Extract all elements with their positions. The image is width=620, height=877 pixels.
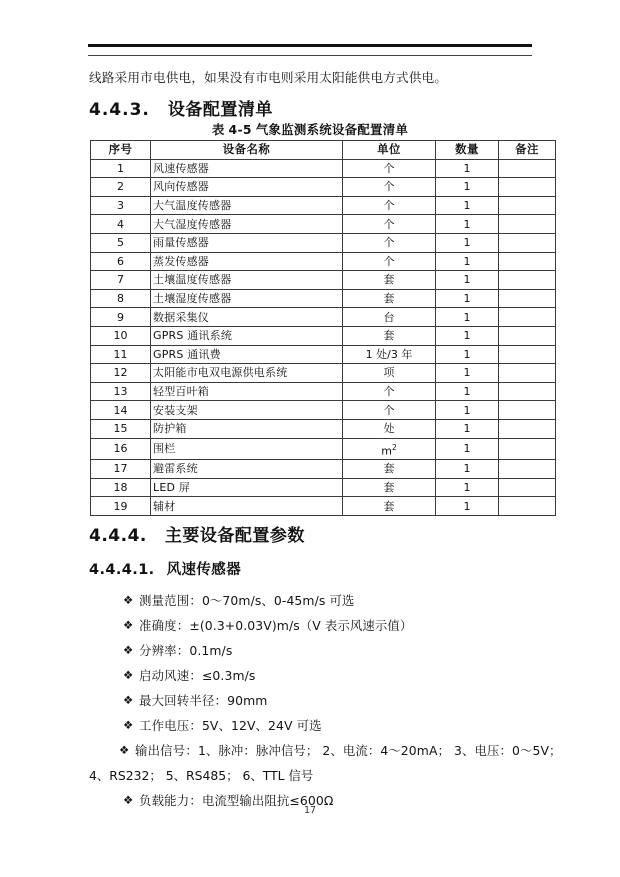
cell-quantity: 1 [436,326,499,345]
cell-unit: 套 [343,460,436,479]
cell-remark [499,401,556,420]
cell-quantity: 1 [436,233,499,252]
cell-remark [499,215,556,234]
cell-index: 1 [91,159,151,178]
cell-remark [499,364,556,383]
caption-prefix: 表 [211,122,225,137]
spec-label: 启动风速： [139,668,202,683]
header-rule-thick [88,44,532,47]
table-row [91,233,556,252]
cell-index: 17 [91,460,151,479]
cell-quantity: 1 [436,308,499,327]
section-heading-wind-speed-sensor [89,558,241,579]
cell-unit: 个 [343,178,436,197]
table-row [91,364,556,383]
cell-unit: 1 处/3 年 [343,345,436,364]
section-title: 设备配置清单 [167,100,273,120]
equipment-configuration-table [90,140,556,516]
spec-label: 输出信号： [135,743,198,758]
cell-remark [499,438,556,460]
table-row [91,345,556,364]
cell-unit: 套 [343,271,436,290]
cell-index: 13 [91,382,151,401]
cell-index: 15 [91,419,151,438]
cell-name: 大气湿度传感器 [151,215,343,234]
diamond-bullet-icon: ❖ [123,643,134,657]
cell-remark [499,289,556,308]
diamond-bullet-icon: ❖ [119,743,130,757]
cell-index: 12 [91,364,151,383]
cell-name: 土壤湿度传感器 [151,289,343,308]
spec-value: ±(0.3+0.03V)m/s（V 表示风速示值） [189,618,413,633]
section-heading-equipment-list [89,95,273,120]
cell-index: 19 [91,497,151,516]
diamond-bullet-icon: ❖ [123,693,134,707]
cell-quantity: 1 [436,438,499,460]
cell-name: 蒸发传感器 [151,252,343,271]
cell-remark [499,252,556,271]
spec-item [89,588,539,613]
table-row [91,215,556,234]
spec-label: 最大回转半径： [139,693,228,708]
cell-name: 太阳能市电双电源供电系统 [151,364,343,383]
cell-quantity: 1 [436,401,499,420]
spec-value: 90mm [227,693,268,708]
column-header-remark: 备注 [499,141,556,160]
section-number: 4.4.4. [89,526,147,546]
cell-name: 轻型百叶箱 [151,382,343,401]
cell-quantity: 1 [436,215,499,234]
spec-value: ≤0.3m/s [201,668,256,683]
cell-index: 10 [91,326,151,345]
cell-unit: $m^2$ [343,438,436,460]
cell-name: 数据采集仪 [151,308,343,327]
table-row [91,326,556,345]
spec-item [89,663,539,688]
cell-remark [499,233,556,252]
cell-remark [499,271,556,290]
cell-unit: 个 [343,196,436,215]
spec-value: 0.1m/s [189,643,233,658]
table-row [91,401,556,420]
table-row [91,308,556,327]
cell-name: 辅材 [151,497,343,516]
page-number: 17 [303,805,317,816]
table-row [91,178,556,197]
column-header-quantity: 数量 [436,141,499,160]
cell-unit: 个 [343,159,436,178]
cell-remark [499,460,556,479]
cell-unit: 个 [343,382,436,401]
spec-value-continuation: 4、RS232； 5、RS485； 6、TTL 信号 [89,768,314,783]
diamond-bullet-icon: ❖ [123,668,134,682]
table-row [91,159,556,178]
cell-quantity: 1 [436,196,499,215]
cell-index: 5 [91,233,151,252]
header-rule-thin [88,55,532,56]
column-header-unit: 单位 [343,141,436,160]
cell-name: 风速传感器 [151,159,343,178]
cell-name: 避雷系统 [151,460,343,479]
section-title: 主要设备配置参数 [164,526,305,546]
cell-remark [499,159,556,178]
cell-remark [499,419,556,438]
cell-name: 防护箱 [151,419,343,438]
table-row [91,196,556,215]
superscript-two: 2 [391,442,397,452]
cell-name: 风向传感器 [151,178,343,197]
cell-name: GPRS 通讯系统 [151,326,343,345]
table-caption [88,120,532,138]
cell-quantity: 1 [436,497,499,516]
table-row [91,460,556,479]
spec-value: 电流型输出阻抗≤600Ω [201,793,334,808]
cell-name: 围栏 [151,438,343,460]
section-number: 4.4.3. [89,100,150,120]
cell-unit: 项 [343,364,436,383]
cell-index: 18 [91,478,151,497]
cell-name: 雨量传感器 [151,233,343,252]
cell-unit: 套 [343,326,436,345]
spec-label: 负载能力： [139,793,202,808]
cell-index: 9 [91,308,151,327]
table-row [91,382,556,401]
spec-item [89,688,539,713]
cell-quantity: 1 [436,345,499,364]
cell-unit: 处 [343,419,436,438]
spec-item [89,638,539,663]
cell-remark [499,478,556,497]
cell-quantity: 1 [436,159,499,178]
table-row [91,252,556,271]
cell-remark [499,308,556,327]
cell-quantity: 1 [436,364,499,383]
column-header-name: 设备名称 [151,141,343,160]
table-row [91,289,556,308]
caption-number: 4-5 [228,122,252,137]
cell-unit: 套 [343,289,436,308]
spec-label: 分辨率： [139,643,190,658]
table-row [91,419,556,438]
cell-name: LED 屏 [151,478,343,497]
cell-name: 土壤温度传感器 [151,271,343,290]
cell-remark [499,345,556,364]
cell-unit: 个 [343,233,436,252]
spec-value: 1、脉冲：脉冲信号； 2、电流：4～20mA； 3、电压：0～5V； [197,743,562,758]
caption-title: 气象监测系统设备配置清单 [255,122,409,137]
cell-unit: 个 [343,401,436,420]
cell-quantity: 1 [436,382,499,401]
cell-quantity: 1 [436,289,499,308]
cell-unit: 台 [343,308,436,327]
intro-paragraph: 线路采用市电供电，如果没有市电则采用太阳能供电方式供电。 [89,70,448,85]
spec-item [89,713,539,738]
cell-quantity: 1 [436,478,499,497]
cell-remark [499,196,556,215]
section-heading-main-params [89,521,305,546]
cell-quantity: 1 [436,419,499,438]
diamond-bullet-icon: ❖ [123,618,134,632]
cell-index: 11 [91,345,151,364]
table-row [91,438,556,460]
cell-name: GPRS 通讯费 [151,345,343,364]
cell-remark [499,497,556,516]
cell-index: 8 [91,289,151,308]
table-header-row [91,141,556,160]
cell-index: 7 [91,271,151,290]
diamond-bullet-icon: ❖ [123,593,134,607]
cell-index: 16 [91,438,151,460]
diamond-bullet-icon: ❖ [123,718,134,732]
cell-index: 2 [91,178,151,197]
spec-item [89,738,562,763]
cell-index: 6 [91,252,151,271]
cell-name: 安装支架 [151,401,343,420]
wind-speed-spec-list [89,588,562,813]
spec-label: 工作电压： [139,718,202,733]
diamond-bullet-icon: ❖ [123,793,134,807]
cell-quantity: 1 [436,178,499,197]
column-header-index: 序号 [91,141,151,160]
subsection-number: 4.4.4.1. [89,562,155,578]
subsection-title: 风速传感器 [166,562,242,578]
cell-name: 大气温度传感器 [151,196,343,215]
table-row [91,271,556,290]
cell-index: 4 [91,215,151,234]
spec-label: 准确度： [139,618,190,633]
cell-remark [499,178,556,197]
table-row [91,478,556,497]
cell-unit: 套 [343,497,436,516]
cell-unit: 个 [343,215,436,234]
table-row [91,497,556,516]
cell-unit: 个 [343,252,436,271]
table-body [91,159,556,515]
cell-quantity: 1 [436,252,499,271]
spec-label: 测量范围： [139,593,202,608]
cell-remark [499,326,556,345]
cell-unit: 套 [343,478,436,497]
spec-value: 5V、12V、24V 可选 [201,718,322,733]
cell-index: 14 [91,401,151,420]
cell-quantity: 1 [436,271,499,290]
spec-value: 0～70m/s、0-45m/s 可选 [201,593,355,608]
cell-quantity: 1 [436,460,499,479]
spec-item [89,613,539,638]
cell-remark [499,382,556,401]
cell-index: 3 [91,196,151,215]
